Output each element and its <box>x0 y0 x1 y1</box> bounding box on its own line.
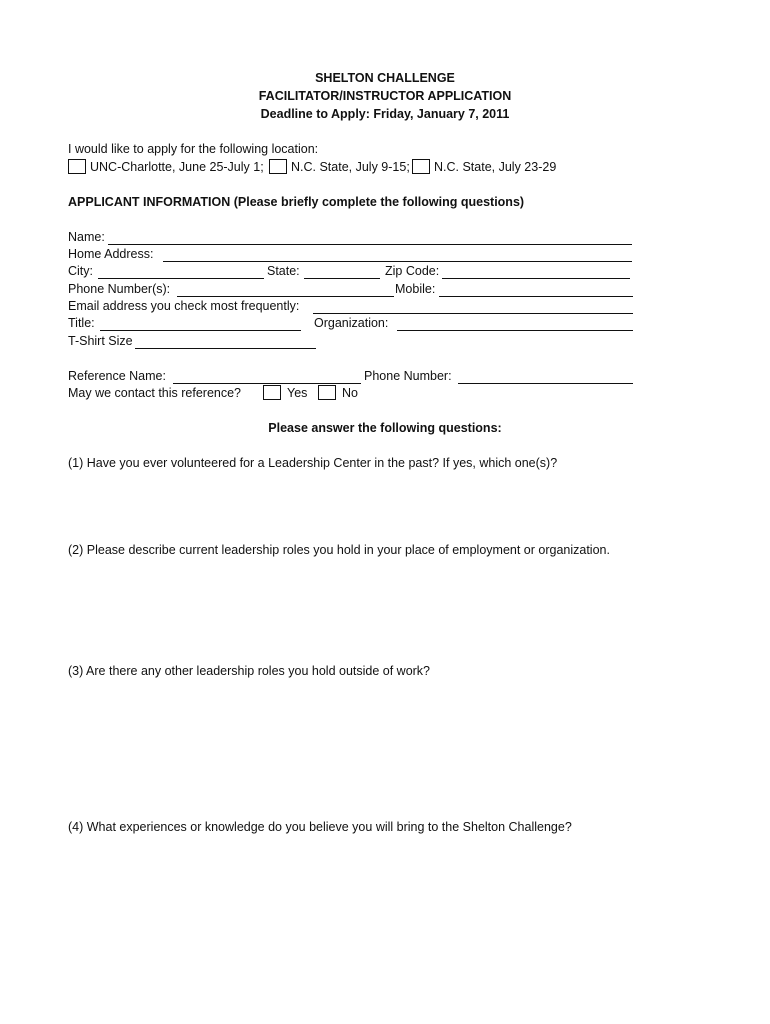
organization-field[interactable] <box>397 330 633 331</box>
questions-heading: Please answer the following questions: <box>268 421 502 435</box>
location-prompt: I would like to apply for the following location: <box>68 142 319 156</box>
city-label: City: <box>68 264 93 278</box>
location-checkbox-unc-charlotte[interactable] <box>68 159 86 174</box>
contact-yes-label: Yes <box>287 386 308 400</box>
email-label: Email address you check most frequently: <box>68 299 300 313</box>
question-2: (2) Please describe current leadership roles you hold in your place of employment or organization. <box>68 543 610 557</box>
location-option-nc-state-july-9: N.C. State, July 9-15; <box>291 160 410 174</box>
state-field[interactable] <box>304 278 380 279</box>
question-1: (1) Have you ever volunteered for a Leadership Center in the past? If yes, which one(s)? <box>68 456 558 470</box>
city-field[interactable] <box>98 278 264 279</box>
zip-field[interactable] <box>442 278 630 279</box>
question-3: (3) Are there any other leadership roles you hold outside of work? <box>68 664 431 678</box>
tshirt-field[interactable] <box>135 348 316 349</box>
question-4: (4) What experiences or knowledge do you believe you will bring to the Shelton Challenge? <box>68 820 572 834</box>
reference-phone-field[interactable] <box>458 383 633 384</box>
reference-name-field[interactable] <box>173 383 361 384</box>
reference-name-label: Reference Name: <box>68 369 166 383</box>
location-option-unc-charlotte: UNC-Charlotte, June 25-July 1; <box>90 160 264 174</box>
title-field[interactable] <box>100 330 301 331</box>
contact-yes-checkbox[interactable] <box>263 385 281 400</box>
tshirt-label: T-Shirt Size <box>68 334 133 348</box>
contact-no-checkbox[interactable] <box>318 385 336 400</box>
home-address-field[interactable] <box>163 261 632 262</box>
name-field[interactable] <box>108 244 632 245</box>
form-subtitle: FACILITATOR/INSTRUCTOR APPLICATION <box>258 89 512 103</box>
state-label: State: <box>267 264 300 278</box>
email-field[interactable] <box>313 313 633 314</box>
contact-reference-prompt: May we contact this reference? <box>68 386 241 400</box>
phone-label: Phone Number(s): <box>68 282 171 296</box>
title-label: Title: <box>68 316 95 330</box>
home-address-label: Home Address: <box>68 247 154 261</box>
mobile-field[interactable] <box>439 296 633 297</box>
form-title: SHELTON CHALLENGE <box>315 71 455 85</box>
reference-phone-label: Phone Number: <box>364 369 452 383</box>
location-checkbox-nc-state-july-23[interactable] <box>412 159 430 174</box>
phone-field[interactable] <box>177 296 394 297</box>
zip-label: Zip Code: <box>385 264 440 278</box>
location-checkbox-nc-state-july-9[interactable] <box>269 159 287 174</box>
organization-label: Organization: <box>314 316 389 330</box>
contact-no-label: No <box>342 386 358 400</box>
applicant-heading: APPLICANT INFORMATION (Please briefly complete the following questions) <box>68 195 525 209</box>
name-label: Name: <box>68 230 105 244</box>
mobile-label: Mobile: <box>395 282 436 296</box>
location-option-nc-state-july-23: N.C. State, July 23-29 <box>434 160 557 174</box>
deadline: Deadline to Apply: Friday, January 7, 2011 <box>260 107 510 121</box>
